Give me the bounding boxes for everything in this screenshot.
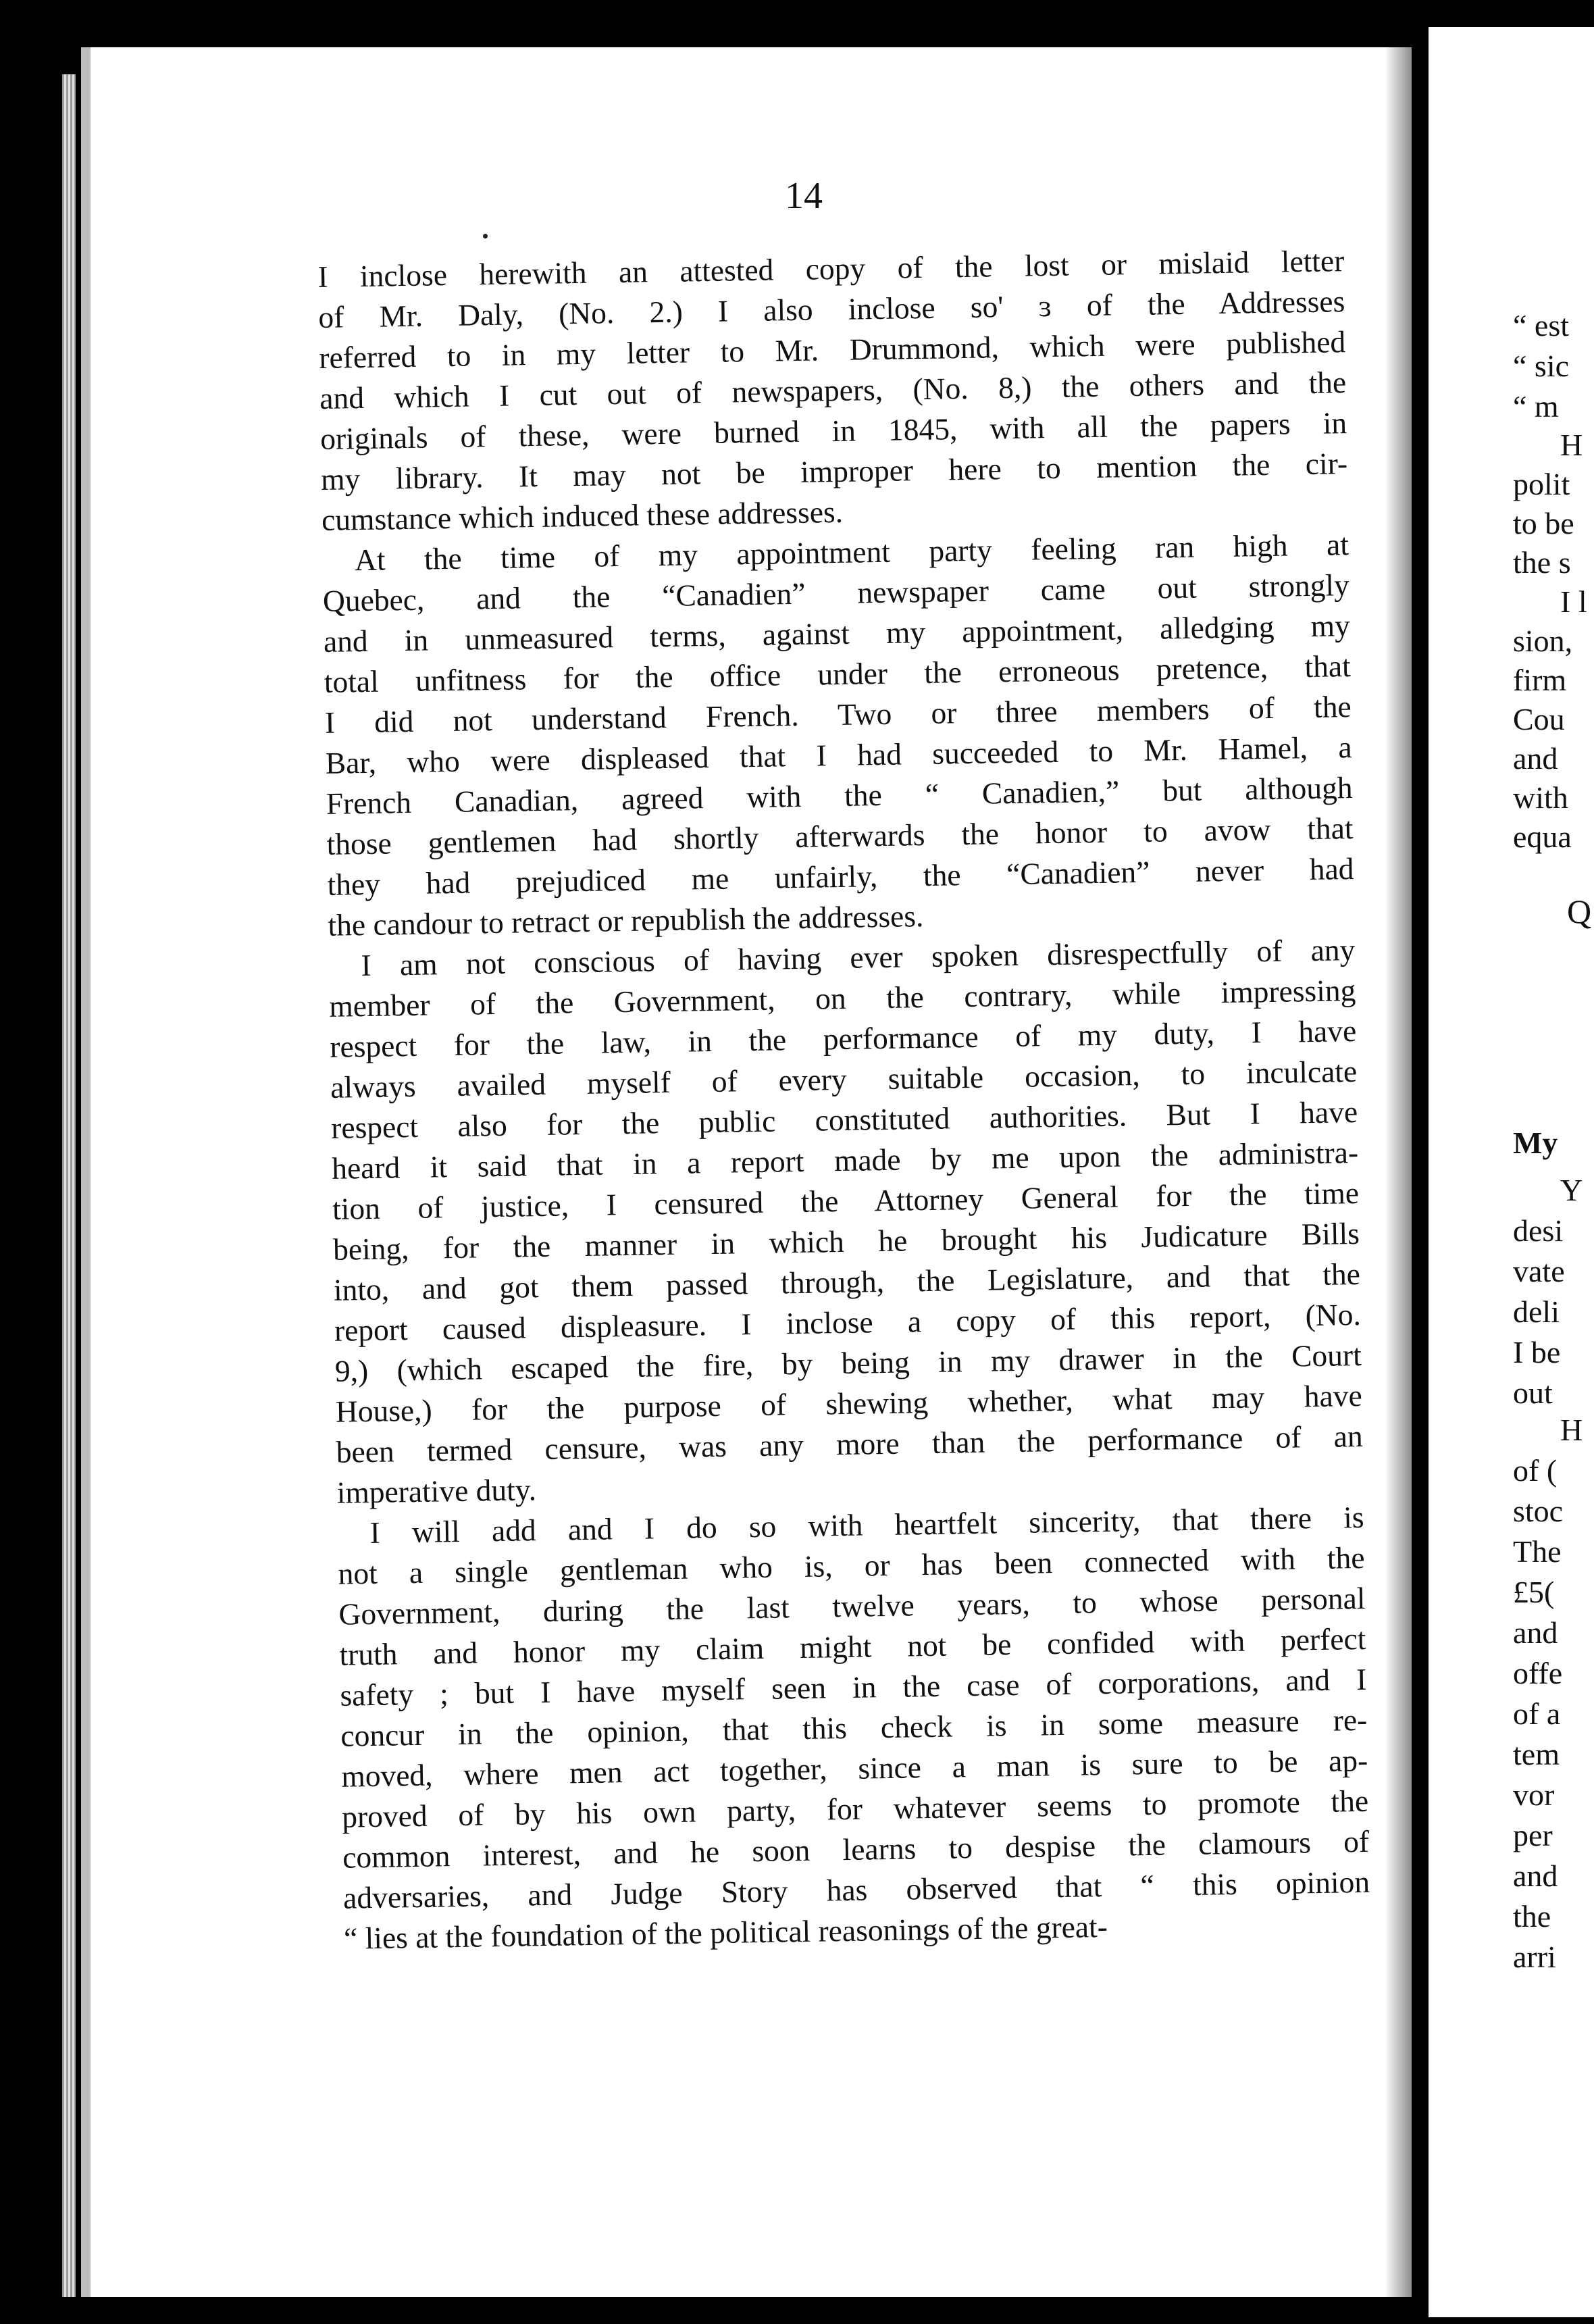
fragment-line: of ( bbox=[1513, 1453, 1558, 1488]
text-line: common interest, and he soon learns to despise the clamours of bbox=[342, 1823, 1370, 1875]
printer-dot bbox=[483, 234, 488, 238]
text-line: respect for the law, in the performance of my duty, I have bbox=[329, 1013, 1357, 1064]
paragraph-3 bbox=[328, 930, 1364, 1513]
fragment-line: the s bbox=[1513, 545, 1571, 580]
text-line: concur in the opinion, that this check is in some measure re- bbox=[340, 1702, 1368, 1753]
fragment-line: polit bbox=[1513, 467, 1570, 501]
text-line: I am not conscious of having ever spoken disrespectfully of any bbox=[361, 932, 1356, 983]
text-line: “ lies at the foundation of the political reasonings of the great- bbox=[343, 1909, 1108, 1956]
fragment-line: equa bbox=[1513, 819, 1572, 854]
fragment-line: H bbox=[1560, 1413, 1583, 1447]
fragment-line: per bbox=[1513, 1818, 1553, 1852]
text-line: the candour to retract or republish the addresses. bbox=[328, 899, 924, 942]
fragment-line: and bbox=[1513, 1615, 1558, 1650]
text-line: they had prejudiced me unfairly, the “Canadien” never had bbox=[327, 851, 1354, 902]
text-line: moved, where men act together, since a man is sure to be ap- bbox=[340, 1742, 1368, 1794]
fragment-line: Cou bbox=[1513, 702, 1565, 736]
text-line: total unfitness for the office under the erroneous pretence, that bbox=[324, 649, 1352, 699]
text-line: proved of by his own party, for whatever seems to promote the bbox=[341, 1783, 1369, 1834]
text-line: and in unmeasured terms, against my appointment, alledging my bbox=[323, 608, 1351, 659]
page-number: 14 bbox=[785, 175, 823, 217]
text-line: being, for the manner in which he brought his Judicature Bills bbox=[332, 1215, 1360, 1267]
text-line: heard it said that in a report made by me upon the administra- bbox=[331, 1134, 1359, 1186]
text-line: imperative duty. bbox=[336, 1472, 537, 1510]
fragment-line: tem bbox=[1513, 1737, 1560, 1771]
adjacent-page-text bbox=[1513, 0, 1594, 2324]
fragment-line: of a bbox=[1513, 1696, 1561, 1731]
fragment-line: deli bbox=[1513, 1294, 1560, 1329]
fragment-line: the bbox=[1513, 1899, 1551, 1934]
text-line: I inclose herewith an attested copy of the lost or mislaid letter bbox=[317, 243, 1345, 294]
text-line: my library. It may not be improper here to mention the cir- bbox=[320, 446, 1348, 497]
text-line: Bar, who were displeased that I had succeeded to Mr. Hamel, a bbox=[325, 730, 1352, 780]
text-line: French Canadian, agreed with the “ Canadien,” but although bbox=[326, 770, 1353, 821]
fragment-line: and bbox=[1513, 741, 1558, 776]
fragment-line: I be bbox=[1513, 1335, 1561, 1369]
text-line: of Mr. Daly, (No. 2.) I also inclose so' ɜ of the Addresses bbox=[318, 284, 1345, 334]
fragment-line: vor bbox=[1513, 1777, 1555, 1812]
fragment-line: £5( bbox=[1513, 1575, 1555, 1609]
text-line: respect also for the public constituted authorities. But I have bbox=[330, 1094, 1358, 1145]
text-line: At the time of my appointment party feeling ran high at bbox=[354, 527, 1349, 578]
fragment-line: vate bbox=[1513, 1254, 1565, 1288]
fragment-line: out bbox=[1513, 1375, 1553, 1410]
fragment-line: offe bbox=[1513, 1656, 1563, 1690]
fragment-line: “ sic bbox=[1513, 349, 1570, 383]
page-edge-stack bbox=[62, 74, 76, 2297]
fragment-line: desi bbox=[1513, 1213, 1564, 1248]
paragraph-4 bbox=[337, 1497, 1370, 1959]
paragraph-2 bbox=[322, 524, 1355, 946]
text-line: member of the Government, on the contrary, while impressing bbox=[329, 972, 1356, 1024]
fragment-line: firm bbox=[1513, 663, 1567, 697]
text-line: truth and honor my claim might not be confided with perfect bbox=[339, 1621, 1366, 1672]
fragment-line: “ m bbox=[1513, 389, 1559, 424]
fragment-line: to be bbox=[1513, 506, 1574, 540]
text-line: cumstance which induced these addresses. bbox=[321, 494, 844, 537]
text-line: always availed myself of every suitable occasion, to inculcate bbox=[330, 1053, 1358, 1105]
text-line: report caused displeasure. I inclose a copy of this report, (No. bbox=[334, 1296, 1362, 1348]
text-line: and which I cut out of newspapers, (No. 8,) the others and the bbox=[319, 365, 1347, 415]
gutter-shadow bbox=[1385, 47, 1412, 2297]
text-line: not a single gentleman who is, or has been connected with the bbox=[338, 1540, 1365, 1591]
fragment-line: arri bbox=[1513, 1940, 1556, 1974]
fragment-line: stoc bbox=[1513, 1494, 1564, 1528]
fragment-line: The bbox=[1513, 1534, 1562, 1569]
fragment-line: Q bbox=[1567, 892, 1592, 930]
fragment-line: and bbox=[1513, 1859, 1558, 1893]
fragment-line: H bbox=[1560, 428, 1583, 462]
text-line: referred to in my letter to Mr. Drummond, which were published bbox=[318, 324, 1346, 375]
text-line: House,) for the purpose of shewing whether, what may have bbox=[335, 1378, 1363, 1429]
fragment-line: Y bbox=[1560, 1173, 1583, 1207]
text-line: Government, during the last twelve years, to whose personal bbox=[338, 1580, 1366, 1632]
fragment-line: “ est bbox=[1513, 308, 1570, 343]
text-line: I will add and I do so with heartfelt sincerity, that there is bbox=[369, 1499, 1364, 1550]
text-line: adversaries, and Judge Story has observed that “ this opinion bbox=[342, 1864, 1370, 1915]
fragment-line: My bbox=[1513, 1126, 1558, 1160]
text-line: been termed censure, was any more than the performance of an bbox=[336, 1418, 1364, 1469]
fragment-line: sion, bbox=[1513, 624, 1573, 658]
text-line: those gentlemen had shortly afterwards the honor to avow that bbox=[326, 811, 1354, 861]
text-line: originals of these, were burned in 1845, with all the papers in bbox=[319, 405, 1347, 456]
text-line: I did not understand French. Two or three members of the bbox=[324, 689, 1352, 740]
text-line: safety ; but I have myself seen in the case of corporations, and I bbox=[340, 1661, 1367, 1713]
fragment-line: with bbox=[1513, 780, 1568, 815]
paragraph-1 bbox=[317, 241, 1348, 540]
text-line: 9,) (which escaped the fire, by being in my drawer in the Court bbox=[334, 1337, 1362, 1388]
text-line: tion of justice, I censured the Attorney General for the time bbox=[332, 1175, 1360, 1226]
fragment-line: I l bbox=[1560, 584, 1587, 619]
text-line: into, and got them passed through, the Legislature, and that the bbox=[333, 1256, 1361, 1307]
body-text bbox=[317, 241, 1370, 1959]
text-line: Quebec, and the “Canadien” newspaper came out strongly bbox=[322, 567, 1350, 618]
